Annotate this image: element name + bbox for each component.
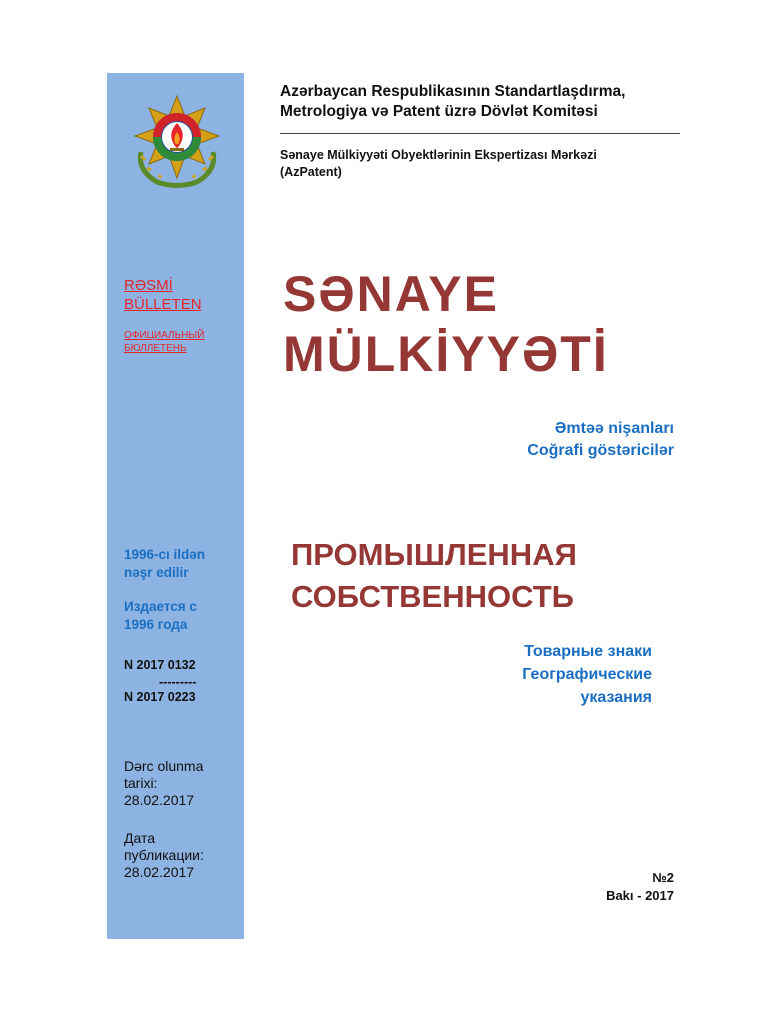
main-title-ru — [291, 534, 577, 618]
issue-number: №2 — [652, 870, 674, 885]
published-since-az-line2: nəşr edilir — [124, 565, 189, 580]
committee-name — [280, 82, 625, 122]
number-range-separator: --------- — [159, 675, 197, 689]
center-name-line1: Sənaye Mülkiyyəti Obyektlərinin Ekspertizası Mərkəzi — [280, 148, 597, 162]
main-title-az-line2: MÜLKİYYƏTİ — [283, 326, 609, 382]
publication-date-az-line1: Dərc olunma — [124, 758, 204, 774]
topics-az-line2: Coğrafi göstəricilər — [527, 442, 674, 459]
state-emblem-icon — [126, 90, 228, 190]
topics-ru-line1: Товарные знаки — [524, 643, 652, 660]
committee-name-line2: Metrologiya və Patent üzrə Dövlət Komitəsi — [280, 103, 598, 120]
center-name — [280, 147, 597, 181]
publication-date-ru — [124, 830, 204, 881]
topics-ru-line3: указания — [580, 689, 652, 706]
publication-date-az-line2: tarixi: — [124, 775, 158, 791]
published-since-az — [124, 546, 205, 582]
city-year: Bakı - 2017 — [606, 888, 674, 903]
left-sidebar-band — [107, 73, 244, 939]
publication-date-az — [124, 758, 203, 809]
topics-ru-line2: Географические — [522, 666, 652, 683]
published-since-ru — [124, 598, 197, 634]
official-bulletin-ru — [124, 329, 204, 355]
committee-name-line1: Azərbaycan Respublikasının Standartlaşdırma, — [280, 83, 626, 100]
official-bulletin-az — [124, 276, 202, 314]
official-bulletin-az-line1: RƏSMİ — [124, 277, 173, 294]
main-title-az-line1: SƏNAYE — [283, 266, 499, 322]
publication-date-ru-line2: публикации: — [124, 847, 204, 863]
published-since-ru-line2: 1996 года — [124, 617, 188, 632]
official-bulletin-ru-line1: ОФИЦИАЛЬНЫЙ — [124, 330, 205, 341]
issue-info — [606, 869, 674, 905]
publication-date-ru-line1: Дата — [124, 830, 156, 846]
main-title-az — [283, 264, 609, 384]
flame-base — [170, 148, 184, 151]
main-title-ru-line1: ПРОМЫШЛЕННАЯ — [291, 537, 577, 572]
published-since-ru-line1: Издается с — [124, 599, 197, 614]
center-name-line2: (AzPatent) — [280, 165, 342, 179]
topics-az-line1: Əmtəə nişanları — [554, 420, 674, 437]
published-since-az-line1: 1996-cı ildən — [124, 547, 206, 562]
publication-date-ru-value: 28.02.2017 — [124, 864, 195, 880]
official-bulletin-az-line2: BÜLLETEN — [124, 296, 202, 313]
publication-date-az-value: 28.02.2017 — [124, 792, 195, 808]
official-bulletin-ru-line2: БЮЛЛЕТЕНЬ — [124, 343, 187, 354]
main-title-ru-line2: СОБСТВЕННОСТЬ — [291, 579, 574, 614]
topics-az — [527, 418, 674, 462]
header-divider — [280, 133, 680, 134]
number-range-from: N 2017 0132 — [124, 658, 196, 672]
number-range-to: N 2017 0223 — [124, 690, 196, 704]
topics-ru — [522, 640, 652, 709]
